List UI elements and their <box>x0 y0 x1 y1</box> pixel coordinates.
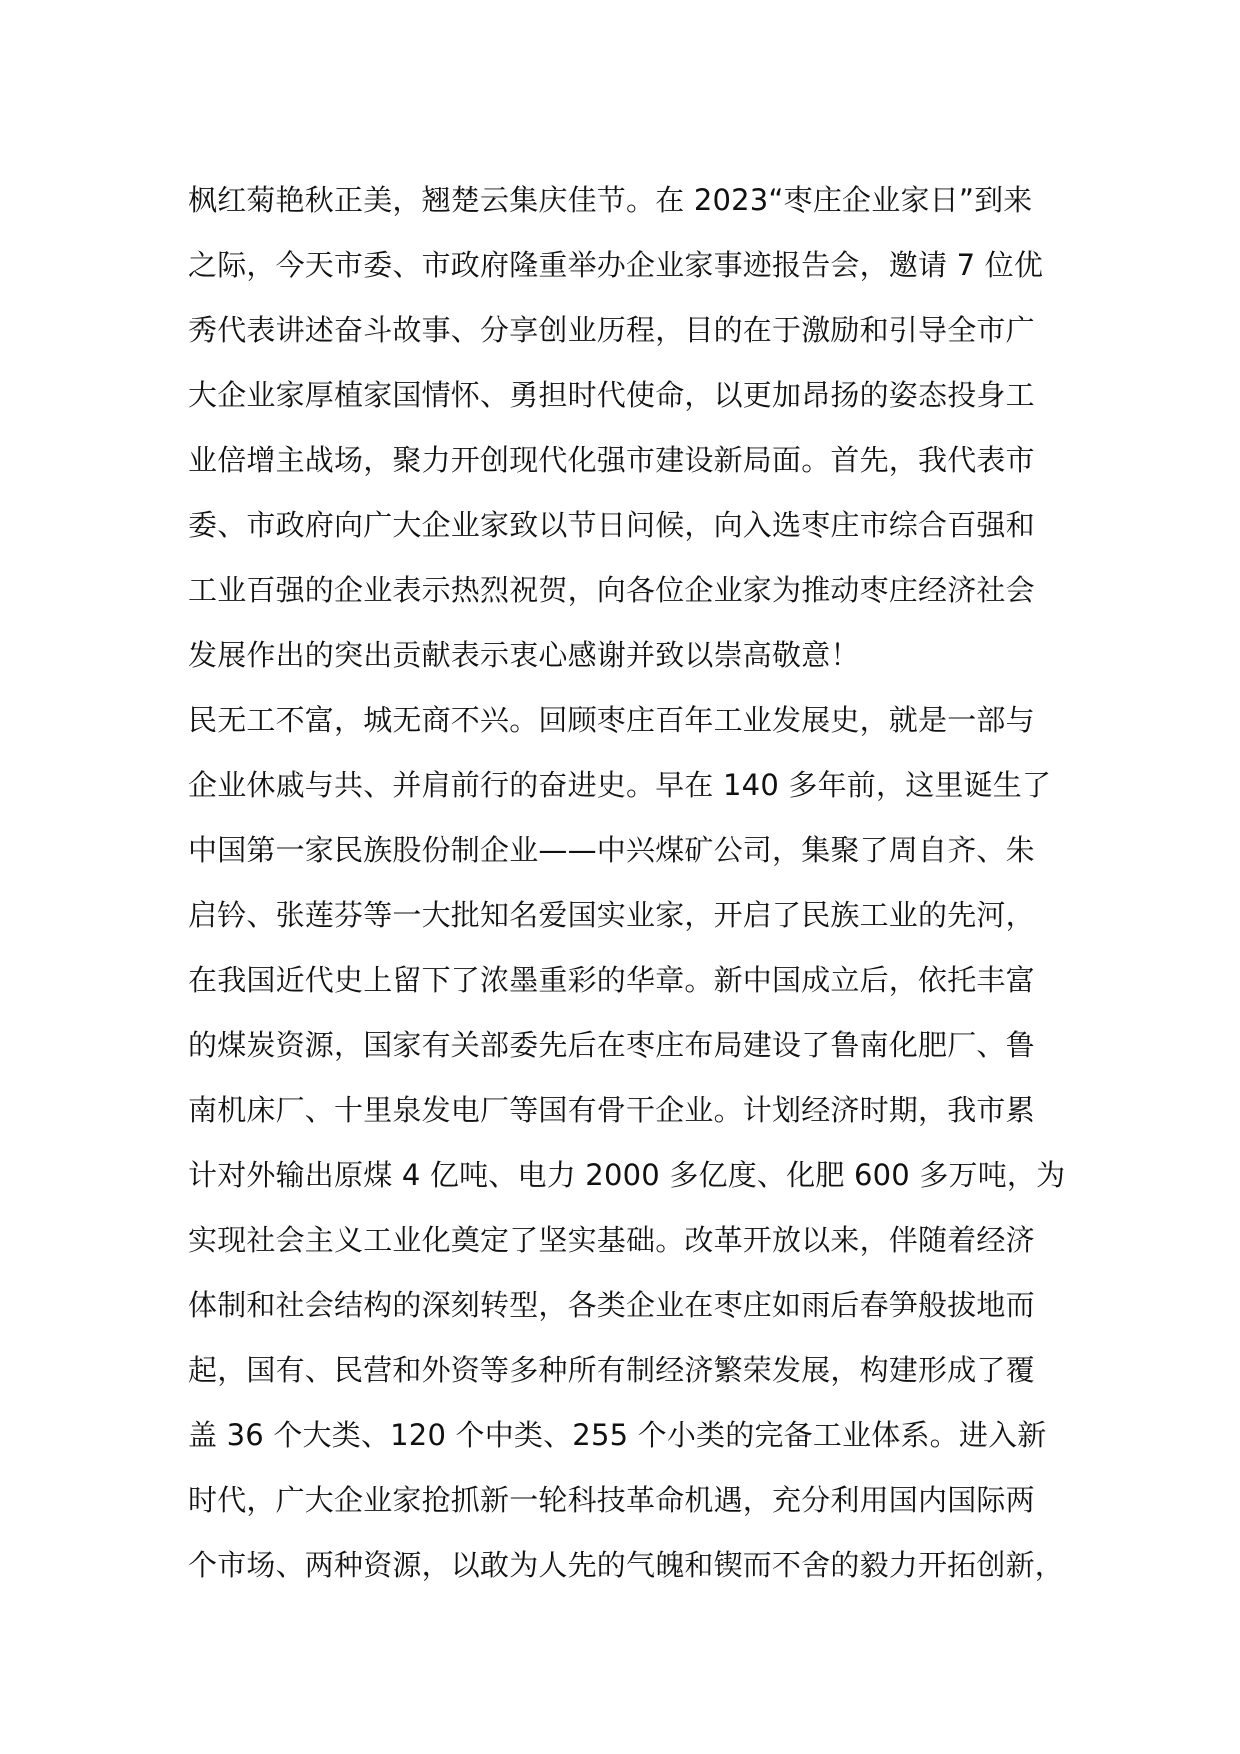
text-line: 民无工不富，城无商不兴。回顾枣庄百年工业发展史，就是一部与 <box>188 703 1035 737</box>
text-line: 委、市政府向广大企业家致以节日问候，向入选枣庄市综合百强和 <box>188 508 1035 542</box>
text-line: 个市场、两种资源，以敢为人先的气魄和锲而不舍的毅力开拓创新， <box>188 1548 1065 1582</box>
body-text <box>188 168 1068 1598</box>
text-line: 体制和社会结构的深刻转型，各类企业在枣庄如雨后春笋般拔地而 <box>188 1288 1035 1322</box>
text-line: 中国第一家民族股份制企业——中兴煤矿公司，集聚了周自齐、朱 <box>188 833 1035 867</box>
text-line: 工业百强的企业表示热烈祝贺，向各位企业家为推动枣庄经济社会 <box>188 573 1035 607</box>
text-line: 秀代表讲述奋斗故事、分享创业历程，目的在于激励和引导全市广 <box>188 313 1035 347</box>
text-line: 计对外输出原煤 4 亿吨、电力 2000 多亿度、化肥 600 多万吨，为 <box>188 1158 1066 1192</box>
text-line: 业倍增主战场，聚力开创现代化强市建设新局面。首先，我代表市 <box>188 443 1035 477</box>
text-line: 发展作出的突出贡献表示衷心感谢并致以崇高敬意！ <box>188 638 860 672</box>
text-line: 之际，今天市委、市政府隆重举办企业家事迹报告会，邀请 7 位优 <box>188 248 1044 282</box>
text-line: 大企业家厚植家国情怀、勇担时代使命，以更加昂扬的姿态投身工 <box>188 378 1035 412</box>
text-line: 在我国近代史上留下了浓墨重彩的华章。新中国成立后，依托丰富 <box>188 963 1035 997</box>
text-line: 枫红菊艳秋正美，翘楚云集庆佳节。在 2023“枣庄企业家日”到来 <box>188 183 1033 217</box>
text-line: 南机床厂、十里泉发电厂等国有骨干企业。计划经济时期，我市累 <box>188 1093 1035 1127</box>
text-line: 实现社会主义工业化奠定了坚实基础。改革开放以来，伴随着经济 <box>188 1223 1035 1257</box>
text-line: 盖 36 个大类、120 个中类、255 个小类的完备工业体系。进入新 <box>188 1418 1047 1452</box>
text-line: 的煤炭资源，国家有关部委先后在枣庄布局建设了鲁南化肥厂、鲁 <box>188 1028 1035 1062</box>
text-line: 时代，广大企业家抢抓新一轮科技革命机遇，充分利用国内国际两 <box>188 1483 1035 1517</box>
text-line: 企业休戚与共、并肩前行的奋进史。早在 140 多年前，这里诞生了 <box>188 768 1052 802</box>
text-line: 启钤、张莲芬等一大批知名爱国实业家，开启了民族工业的先河， <box>188 898 1035 932</box>
text-line: 起，国有、民营和外资等多种所有制经济繁荣发展，构建形成了覆 <box>188 1353 1035 1387</box>
